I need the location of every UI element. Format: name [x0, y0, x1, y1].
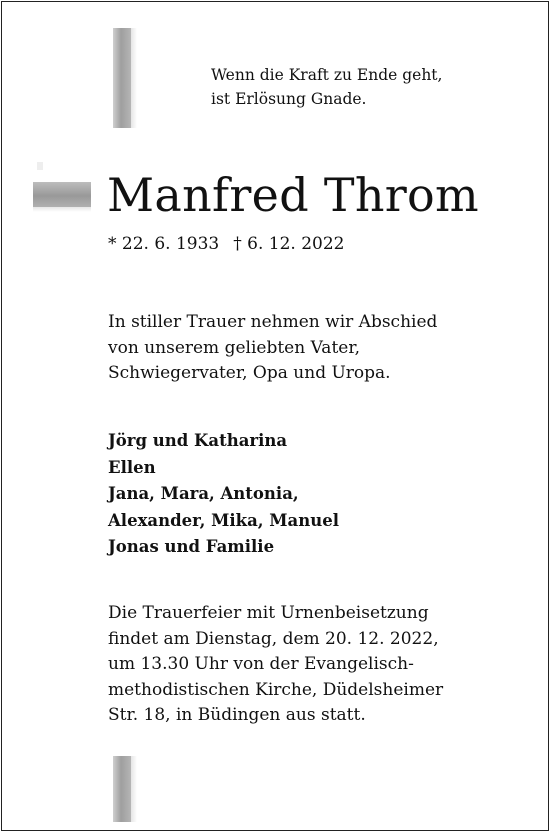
mourner-line: Jörg und Katharina [108, 431, 288, 450]
motto-line: Wenn die Kraft zu Ende geht, [211, 66, 443, 84]
mourner-line: Alexander, Mika, Manuel [108, 510, 339, 530]
service-line: Die Trauerfeier mit Urnenbeisetzung [108, 603, 429, 623]
farewell-line: Schwiegervater, Opa und Uropa. [108, 363, 391, 383]
mourners-list [108, 428, 339, 561]
mourner-line: Jana, Mara, Antonia, [108, 484, 299, 503]
death-date: † 6. 12. 2022 [233, 234, 345, 254]
service-line: methodistischen Kirche, Düdelsheimer [108, 679, 444, 700]
cross-lower-beam-shadow [131, 756, 137, 822]
cross-horizontal-beam-shadow [33, 207, 91, 212]
birth-date: * 22. 6. 1933 [108, 234, 220, 254]
cross-horizontal-beam [33, 182, 91, 207]
service-line: Str. 18, in Büdingen aus statt. [108, 705, 366, 725]
deceased-name: Manfred Throm [107, 168, 479, 222]
cross-lower-beam [113, 756, 131, 822]
cross-upper-beam [113, 28, 131, 128]
farewell-text [108, 310, 437, 387]
motto-line: ist Erlösung Gnade. [211, 90, 367, 108]
mourner-line: Jonas und Familie [108, 537, 275, 556]
service-line: findet am Dienstag, dem 20. 12. 2022, [108, 628, 439, 649]
farewell-line: In stiller Trauer nehmen wir Abschied [108, 312, 438, 332]
farewell-line: von unserem geliebten Vater, [108, 337, 360, 358]
life-dates [108, 232, 344, 256]
mourner-line: Ellen [108, 457, 156, 477]
cross-artifact [37, 162, 43, 170]
service-line: um 13.30 Uhr von der Evangelisch- [108, 654, 414, 674]
motto-quote [211, 63, 442, 111]
cross-upper-beam-shadow [131, 28, 137, 128]
funeral-service-info [108, 601, 443, 729]
